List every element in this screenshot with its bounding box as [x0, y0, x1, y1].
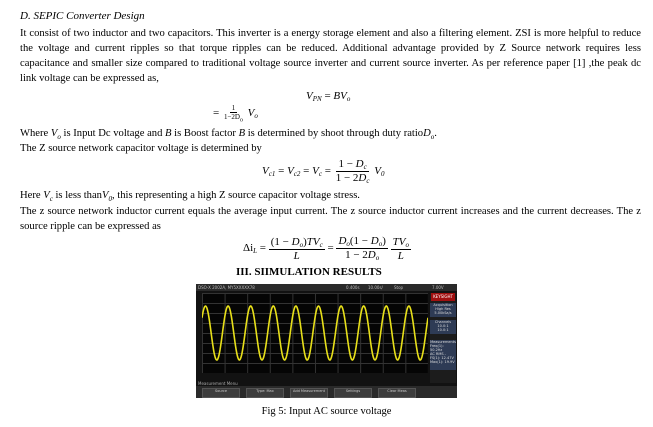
measurement-ac-rms: AC RMS - FS(1): 12.47V — [430, 352, 454, 360]
section-heading: D. SEPIC Converter Design — [20, 10, 145, 22]
measurement-max: Max(1): 19.9V — [430, 360, 455, 364]
paragraph-here: Here $V_c$ is less thanV$_0$, this representing a high Z source capacitor voltage stress. — [20, 190, 360, 204]
channels-title: Channels — [434, 320, 452, 324]
measurement-freq: Freq(1): 50.2Hz — [430, 344, 444, 352]
equation-vpn: $V_{PN} = BV_o$ — [306, 90, 351, 103]
waveform-trace — [202, 293, 428, 373]
scope-run-state: Stop — [394, 285, 404, 290]
scope-trigger-level: 7.00V — [432, 285, 444, 290]
equation-capacitor-voltage: $V_{c1} = V_{c2} = V_c$ = $\frac{1 - D_c}{1 - 2D_c}$ $V_0$ — [262, 158, 385, 185]
softkey-settings: Settings — [334, 388, 372, 398]
channel-1-probe: 10.0:1 — [437, 324, 449, 328]
equation-ripple: $\Delta i_L$ = $\frac{(1 - D_o)TV_c}{L}$ = $\frac{D_o(1 - D_o)}{1 - 2D_o}$ $\frac{TV_o}{L}$ — [243, 235, 409, 262]
scope-graticule — [202, 293, 428, 373]
softkey-source: Source — [202, 388, 240, 398]
scope-header — [196, 284, 457, 291]
brand-logo: KEYSIGHT — [431, 293, 455, 301]
scope-timebase: 10.00s/ — [368, 285, 383, 290]
softkey-clear-meas: Clear Meas — [378, 388, 416, 398]
measurements-box — [430, 340, 456, 370]
scope-model: DSO-X 2002A, MY5XXXXX78 — [198, 285, 255, 290]
paragraph-capacitor: The Z source network capacitor voltage is determined by — [20, 143, 262, 154]
oscilloscope-figure — [196, 284, 457, 398]
paragraph-inductor: The z source network inductor current equals the average input current. The z source inductor current increases and the current decreases. The z source ripple can be expressed as — [20, 206, 641, 232]
measurement-menu-label: Measurement Menu — [198, 381, 238, 386]
softkey-add-measurement: Add Measurement — [290, 388, 328, 398]
acquisition-rate: 5.00kSa/s — [434, 311, 452, 315]
paragraph-intro: It consist of two inductor and two capacitors. This inverter is a energy storage element and also a filtering element. ZSI is more helpful to reduce the voltage and current ripples so that torque ripples can be reduced. Additional advantage provided by Z Source network requires less capacitance and smaller size compared to traditional voltage source inverter and current source inverter. As per reference paper [1] ,the peak dc link voltage can be expressed as, — [20, 28, 641, 84]
paragraph-where: Where $V_o$ is Input Dc voltage and B is Boost factor B is determined by shoot through duty ratioD$_o$. — [20, 128, 437, 142]
scope-time-offset: 0.400s — [346, 285, 360, 290]
acquisition-mode: High Res — [435, 307, 451, 311]
softkey-type: Type: Max — [246, 388, 284, 398]
acquisition-title: Acquisition — [433, 303, 453, 307]
equation-vpn-fraction: = $\frac{1}{1-2D_o}$ $V_o$ — [213, 104, 258, 124]
channel-2-probe: 10.0:1 — [437, 328, 449, 332]
measurements-title: Measurements — [430, 340, 456, 344]
figure-caption: Fig 5: Input AC source voltage — [261, 406, 392, 417]
channels-box — [430, 320, 456, 334]
results-heading: III. SIIMULATION RESULTS — [236, 266, 382, 278]
acquisition-box — [430, 303, 456, 317]
